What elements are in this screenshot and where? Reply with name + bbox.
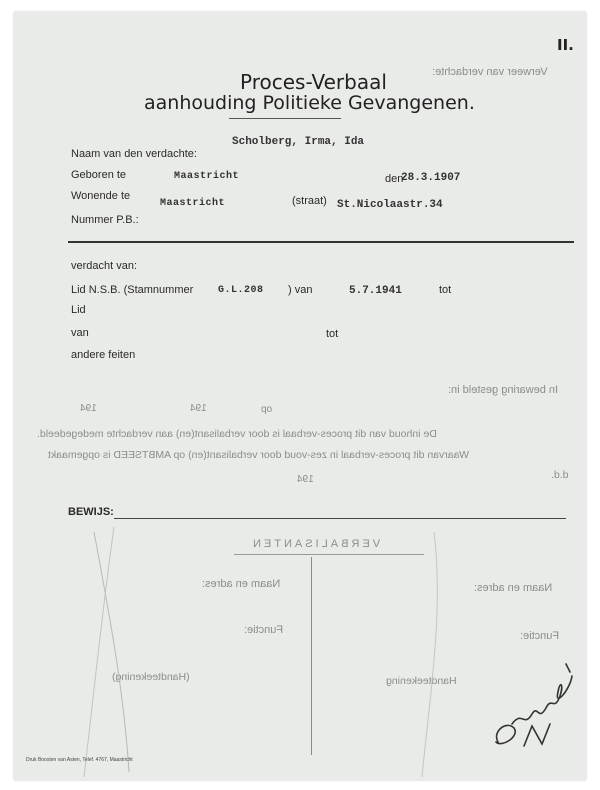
- nummer-label: Nummer P.B.:: [71, 214, 139, 226]
- naam-label: Naam van den verdachte:: [71, 148, 197, 160]
- printer-line: Druk Boosten van Asten, Telef. 4767, Maastricht: [26, 757, 133, 763]
- bleed-handtekening-left: (Handteekening): [112, 671, 190, 683]
- title-line-1: Proces-Verbaal: [240, 70, 387, 94]
- naam-value: Scholberg, Irma, Ida: [232, 136, 365, 148]
- bleed-year1-text: 194: [80, 403, 97, 414]
- bleed-op-text: op: [261, 404, 273, 415]
- van-label: ) van: [288, 284, 313, 296]
- bleed-year2-text: 194: [190, 403, 207, 414]
- bleed-naam-adres-right: Naam en adres:: [474, 582, 553, 594]
- den-value: 28.3.1907: [401, 172, 461, 184]
- wonende-label: Wonende te: [71, 190, 131, 202]
- van-value: 5.7.1941: [349, 285, 402, 297]
- andere-label: andere feiten: [71, 349, 136, 361]
- title-line-2: aanhouding Politieke Gevangenen.: [144, 92, 475, 114]
- lid-label: Lid: [71, 304, 86, 316]
- bleed-year3-text: 194: [297, 474, 314, 485]
- geboren-value: Maastricht: [174, 171, 240, 182]
- geboren-label: Geboren te: [71, 169, 127, 181]
- straat-value: St.Nicolaastr.34: [337, 199, 443, 211]
- lid-nsb-label: Lid N.S.B. (Stamnummer: [71, 284, 194, 296]
- bleed-verweer-text: Verweer van verdachte:: [432, 66, 548, 78]
- document-page: [14, 12, 586, 780]
- stamnummer-value: G.L.208: [218, 285, 264, 296]
- wonende-value: Maastricht: [160, 198, 226, 209]
- bleed-line2-text: Waarvan dit proces-verbaal in zes-voud door verbalisant(en) op AMBTSEED is opgemaakt: [48, 449, 469, 461]
- tot2-label: tot: [326, 328, 339, 340]
- straat-label: (straat): [292, 195, 327, 207]
- tot-label: tot: [439, 284, 452, 296]
- bleed-functie-right: Functie:: [520, 630, 560, 642]
- bleed-functie-left: Functie:: [244, 624, 284, 636]
- bleed-handtekening-right: Handteekening: [386, 675, 457, 687]
- page-number: II.: [557, 36, 574, 54]
- den-label: den: [385, 173, 404, 185]
- handwritten-signature: [488, 650, 580, 754]
- bleed-naam-adres-left: Naam en adres:: [202, 578, 281, 590]
- bleed-bewaring-text: In bewaring gesteld in:: [448, 384, 559, 396]
- bleed-dd-text: d.d.: [551, 469, 569, 481]
- van2-label: van: [71, 327, 89, 339]
- bleed-line1-text: De inhoud van dit proces-verbaal is door verbalisant(en) aan verdachte medegedeeld.: [37, 428, 437, 440]
- bewijs-label: BEWIJS:: [68, 506, 114, 518]
- bleed-verbalisanten-text: VERBALISANTEN: [250, 538, 381, 550]
- verdacht-label: verdacht van:: [71, 260, 138, 272]
